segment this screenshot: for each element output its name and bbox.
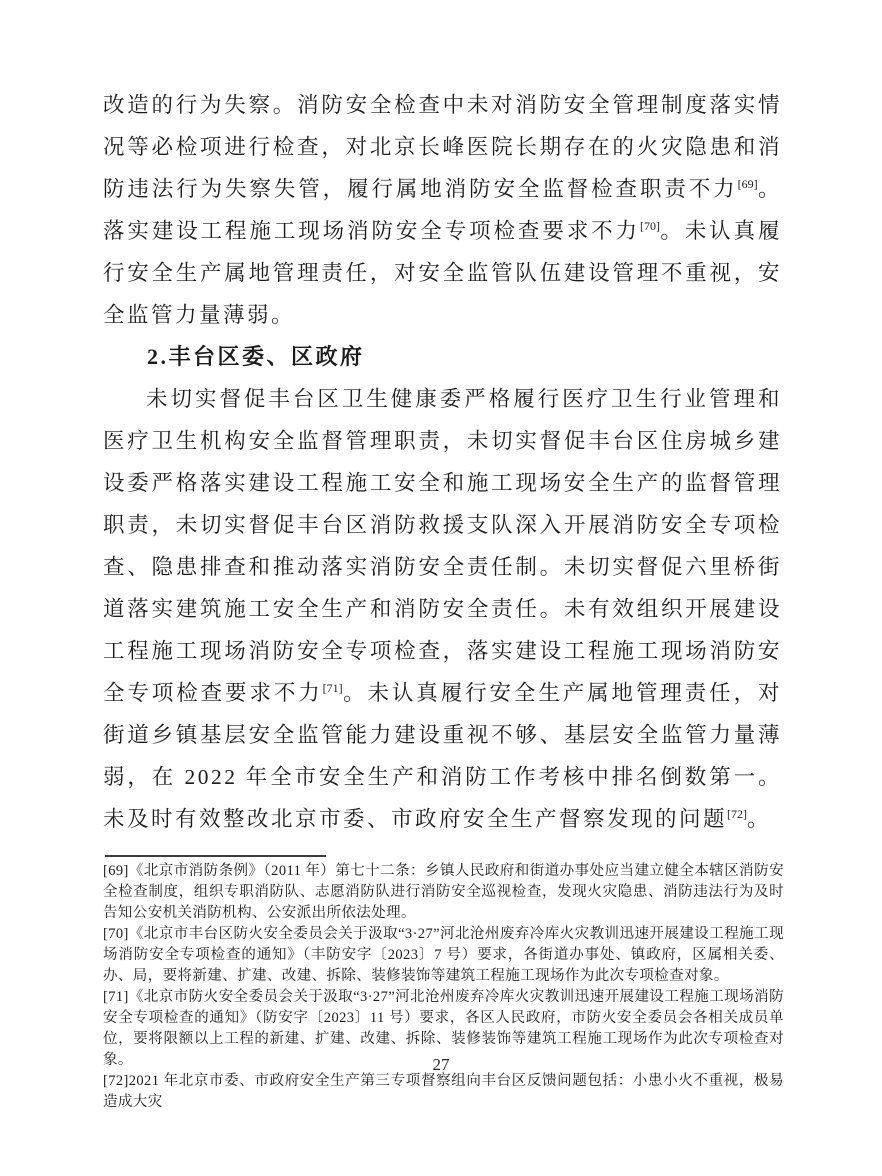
footnote-ref: [71] xyxy=(322,680,343,695)
footnote-ref: [72] xyxy=(727,806,748,821)
paragraph-fengtai: 未切实督促丰台区卫生健康委严格履行医疗卫生行业管理和医疗卫生机构安全监督管理职责，未切实督促丰台区住房城乡建设委严格落实建设工程施工安全和施工现场安全生产的监督管理职责，未切实督促丰台区消防救援支队深入开展消防安全专项检查、隐患排查和推动落实消防安全责任制。未切实督促六里桥街道落实建筑施工安全生产和消防安全责任。未有效组织开展建设工程施工现场消防安全专项检查，落实建设工程施工现场消防安全专项检查要求不力[71]。未认真履行安全生产属地管理责任，对街道乡镇基层安全监管能力建设重视不够、基层安全监管力量薄弱，在 2022 年全市安全生产和消防工作考核中排名倒数第一。未及时有效整改北京市委、市政府安全生产督察发现的问题[72]。 xyxy=(103,387,782,831)
footnote-ref: [70] xyxy=(639,218,660,233)
paragraph-continuation: 改造的行为失察。消防安全检查中未对消防安全管理制度落实情况等必检项进行检查，对北京长峰医院长期存在的火灾隐患和消防违法行为失察失管，履行属地消防安全监督检查职责不力[69]。落实建设工程施工现场消防安全专项检查要求不力[70]。未认真履行安全生产属地管理责任，对安全监管队伍建设管理不重视，安全监管力量薄弱。 xyxy=(103,93,782,327)
page-number: 27 xyxy=(432,1055,450,1074)
footnotes-section xyxy=(103,861,784,1113)
footnote-71: [71]《北京市防火安全委员会关于汲取“3·27”河北沧州废弃冷库火灾教训迅速开展建设工程施工现场消防安全专项检查的通知》（防安字〔2023〕11 号）要求，各区人民政府，市防火安全委员会各相关成员单位，要将限额以上工程的新建、扩建、改建、拆除、装修装饰等建筑工程施工现场作为此次专项检查对象。 xyxy=(103,989,784,1068)
footnote-72: [72]2021 年北京市委、市政府安全生产第三专项督察组向丰台区反馈问题包括：小患小火不重视，极易造成大灾 xyxy=(103,1073,784,1110)
footnote-ref: [69] xyxy=(737,176,758,191)
footnote-separator xyxy=(105,855,326,857)
section-heading: 2.丰台区委、区政府 xyxy=(147,344,365,369)
footnote-69: [69]《北京市消防条例》（2011 年）第七十二条：乡镇人民政府和街道办事处应当建立健全本辖区消防安全检查制度，组织专职消防队、志愿消防队进行消防安全巡视检查，发现火灾隐患、消防违法行为及时告知公安机关消防机构、公安派出所依法处理。 xyxy=(103,863,784,921)
footnote-70: [70]《北京市丰台区防火安全委员会关于汲取“3·27”河北沧州废弃冷库火灾教训迅速开展建设工程施工现场消防安全专项检查的通知》（丰防安字〔2023〕7 号）要求，各街道办事处、镇政府，区属相关委、办、局，要将新建、扩建、改建、拆除、装修装饰等建筑工程施工现场作为此次专项检查对象。 xyxy=(103,926,784,984)
body-text-block xyxy=(103,84,782,840)
